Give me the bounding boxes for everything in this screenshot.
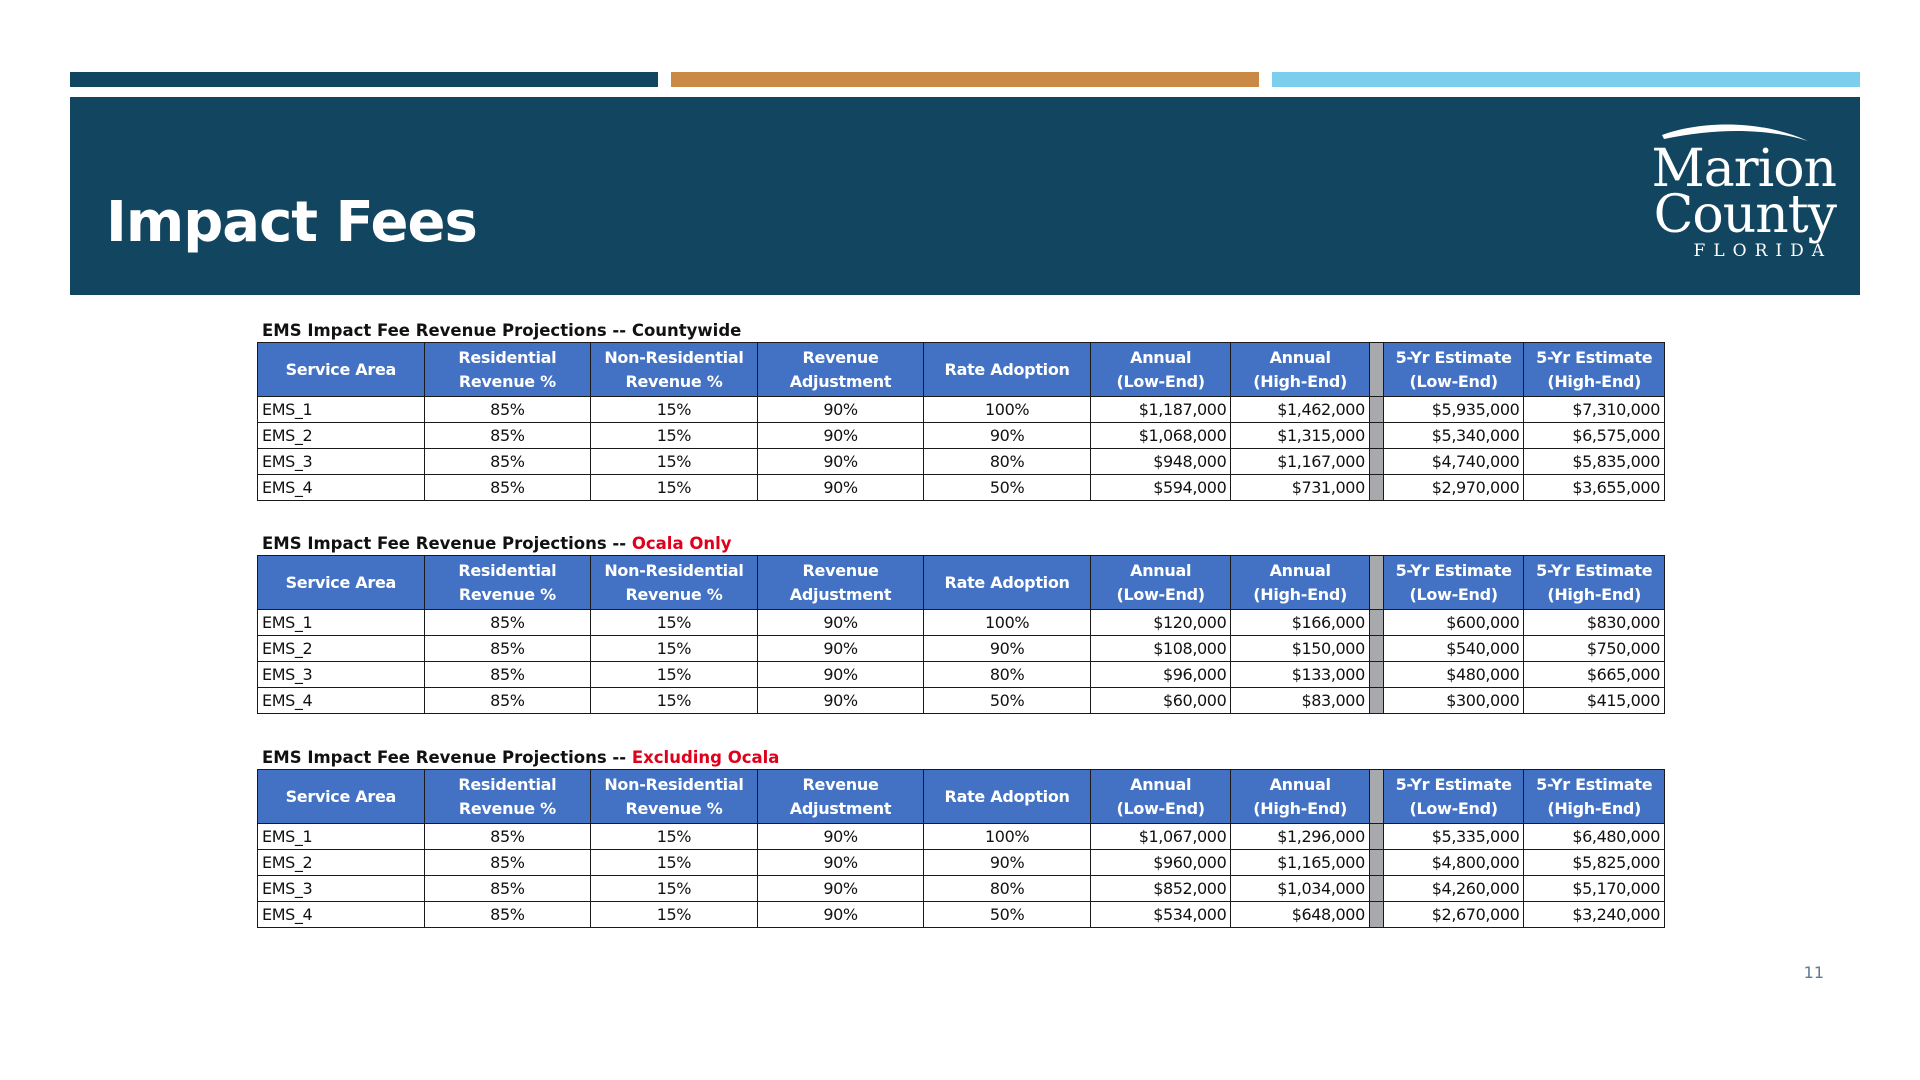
header-five-year-low-line-1: 5-Yr Estimate <box>1395 560 1512 580</box>
cell-annual-low: $1,067,000 <box>1090 824 1230 850</box>
column-divider <box>1369 824 1383 850</box>
cell-rate-adoption: 80% <box>924 662 1091 688</box>
header-nonresidential-revenue-line-1: Non-Residential <box>604 774 744 794</box>
header-service-area: Service Area <box>258 343 425 397</box>
cell-five-year-high: $750,000 <box>1524 636 1665 662</box>
marion-county-logo <box>1640 119 1840 269</box>
header-five-year-high-line-1: 5-Yr Estimate <box>1536 347 1653 367</box>
cell-revenue-adjustment: 90% <box>757 824 924 850</box>
header-five-year-low-line-2: (Low-End) <box>1409 584 1498 604</box>
cell-five-year-low: $480,000 <box>1383 662 1523 688</box>
cell-rate-adoption: 100% <box>924 397 1091 423</box>
title-banner <box>70 97 1860 295</box>
header-nonresidential-revenue-line-2: Revenue % <box>625 371 723 391</box>
page-number: 11 <box>1803 963 1824 982</box>
cell-rate-adoption: 80% <box>924 449 1091 475</box>
accent-stripe-sky <box>1272 72 1860 87</box>
cell-nonresidential-pct: 15% <box>591 397 758 423</box>
column-divider <box>1369 449 1383 475</box>
cell-residential-pct: 85% <box>424 902 591 928</box>
table-row <box>258 662 1665 688</box>
table-title <box>262 320 1665 342</box>
table-title-suffix: Ocala Only <box>631 534 732 553</box>
header-revenue-adjustment <box>757 556 924 610</box>
header-revenue-adjustment <box>757 343 924 397</box>
cell-residential-pct: 85% <box>424 397 591 423</box>
cell-annual-high: $133,000 <box>1231 662 1369 688</box>
cell-nonresidential-pct: 15% <box>591 662 758 688</box>
cell-service-area: EMS_1 <box>258 824 425 850</box>
header-revenue-adjustment-line-2: Adjustment <box>789 371 892 391</box>
cell-rate-adoption: 90% <box>924 636 1091 662</box>
header-annual-high-line-2: (High-End) <box>1253 584 1347 604</box>
cell-revenue-adjustment: 90% <box>757 902 924 928</box>
cell-five-year-low: $600,000 <box>1383 610 1523 636</box>
table-title-prefix: EMS Impact Fee Revenue Projections -- <box>262 321 632 340</box>
cell-residential-pct: 85% <box>424 423 591 449</box>
cell-residential-pct: 85% <box>424 636 591 662</box>
cell-revenue-adjustment: 90% <box>757 475 924 501</box>
header-rate-adoption: Rate Adoption <box>924 343 1091 397</box>
cell-five-year-low: $300,000 <box>1383 688 1523 714</box>
table-title <box>262 747 1665 769</box>
header-nonresidential-revenue <box>591 770 758 824</box>
logo-word-county: County <box>1653 185 1836 245</box>
cell-annual-low: $852,000 <box>1090 876 1230 902</box>
cell-revenue-adjustment: 90% <box>757 876 924 902</box>
cell-five-year-high: $3,240,000 <box>1524 902 1665 928</box>
projection-section <box>257 747 1665 928</box>
header-residential-revenue <box>424 770 591 824</box>
header-five-year-high <box>1524 770 1665 824</box>
header-annual-low-line-1: Annual <box>1130 347 1192 367</box>
header-nonresidential-revenue-line-1: Non-Residential <box>604 560 744 580</box>
cell-revenue-adjustment: 90% <box>757 636 924 662</box>
cell-annual-low: $1,187,000 <box>1090 397 1230 423</box>
header-residential-revenue <box>424 343 591 397</box>
cell-five-year-high: $830,000 <box>1524 610 1665 636</box>
projection-section <box>257 533 1665 714</box>
cell-annual-high: $1,165,000 <box>1231 850 1369 876</box>
cell-service-area: EMS_2 <box>258 423 425 449</box>
cell-rate-adoption: 50% <box>924 688 1091 714</box>
header-annual-low-line-1: Annual <box>1130 560 1192 580</box>
logo-word-florida: FLORIDA <box>1693 241 1832 261</box>
cell-five-year-high: $5,170,000 <box>1524 876 1665 902</box>
cell-annual-low: $120,000 <box>1090 610 1230 636</box>
cell-annual-high: $731,000 <box>1231 475 1369 501</box>
cell-annual-low: $594,000 <box>1090 475 1230 501</box>
table-row <box>258 423 1665 449</box>
cell-annual-low: $1,068,000 <box>1090 423 1230 449</box>
cell-annual-high: $166,000 <box>1231 610 1369 636</box>
table-title-prefix: EMS Impact Fee Revenue Projections -- <box>262 748 632 767</box>
cell-revenue-adjustment: 90% <box>757 397 924 423</box>
cell-five-year-high: $665,000 <box>1524 662 1665 688</box>
cell-five-year-low: $5,935,000 <box>1383 397 1523 423</box>
table-header-row <box>258 343 1665 397</box>
cell-rate-adoption: 100% <box>924 824 1091 850</box>
cell-five-year-low: $2,670,000 <box>1383 902 1523 928</box>
header-nonresidential-revenue-line-1: Non-Residential <box>604 347 744 367</box>
header-five-year-high-line-2: (High-End) <box>1547 371 1642 391</box>
cell-nonresidential-pct: 15% <box>591 902 758 928</box>
cell-rate-adoption: 100% <box>924 610 1091 636</box>
header-annual-high <box>1231 343 1369 397</box>
cell-five-year-low: $4,800,000 <box>1383 850 1523 876</box>
accent-stripe-navy <box>70 72 658 87</box>
cell-revenue-adjustment: 90% <box>757 423 924 449</box>
cell-five-year-high: $6,575,000 <box>1524 423 1665 449</box>
header-five-year-low <box>1383 770 1523 824</box>
header-annual-low-line-2: (Low-End) <box>1116 371 1205 391</box>
header-five-year-low <box>1383 556 1523 610</box>
table-row <box>258 902 1665 928</box>
header-residential-revenue-line-1: Residential <box>458 774 557 794</box>
header-five-year-high <box>1524 556 1665 610</box>
cell-residential-pct: 85% <box>424 475 591 501</box>
cell-nonresidential-pct: 15% <box>591 423 758 449</box>
header-five-year-high-line-2: (High-End) <box>1547 584 1642 604</box>
cell-residential-pct: 85% <box>424 824 591 850</box>
header-five-year-low <box>1383 343 1523 397</box>
header-five-year-low-line-1: 5-Yr Estimate <box>1395 774 1512 794</box>
table-header-row <box>258 556 1665 610</box>
revenue-projection-table <box>257 342 1665 501</box>
cell-revenue-adjustment: 90% <box>757 610 924 636</box>
header-five-year-high-line-2: (High-End) <box>1547 798 1642 818</box>
cell-service-area: EMS_3 <box>258 449 425 475</box>
header-annual-high-line-2: (High-End) <box>1253 798 1347 818</box>
table-row <box>258 475 1665 501</box>
cell-annual-high: $1,034,000 <box>1231 876 1369 902</box>
header-revenue-adjustment-line-2: Adjustment <box>789 584 892 604</box>
header-service-area: Service Area <box>258 770 425 824</box>
cell-annual-low: $960,000 <box>1090 850 1230 876</box>
cell-service-area: EMS_4 <box>258 475 425 501</box>
header-rate-adoption: Rate Adoption <box>924 556 1091 610</box>
header-annual-low-line-1: Annual <box>1130 774 1192 794</box>
column-divider <box>1369 770 1383 824</box>
column-divider <box>1369 610 1383 636</box>
header-annual-low-line-2: (Low-End) <box>1116 584 1205 604</box>
header-revenue-adjustment-line-1: Revenue <box>802 347 879 367</box>
table-row <box>258 636 1665 662</box>
projection-section <box>257 320 1665 501</box>
table-title-suffix: Excluding Ocala <box>631 748 780 767</box>
header-residential-revenue-line-2: Revenue % <box>458 584 556 604</box>
cell-residential-pct: 85% <box>424 610 591 636</box>
cell-annual-low: $534,000 <box>1090 902 1230 928</box>
revenue-projection-table <box>257 769 1665 928</box>
cell-service-area: EMS_3 <box>258 662 425 688</box>
cell-rate-adoption: 90% <box>924 423 1091 449</box>
cell-rate-adoption: 50% <box>924 902 1091 928</box>
table-title <box>262 533 1665 555</box>
cell-annual-low: $108,000 <box>1090 636 1230 662</box>
column-divider <box>1369 850 1383 876</box>
column-divider <box>1369 423 1383 449</box>
table-title-suffix: Countywide <box>631 321 742 340</box>
cell-revenue-adjustment: 90% <box>757 850 924 876</box>
cell-service-area: EMS_3 <box>258 876 425 902</box>
cell-five-year-high: $5,825,000 <box>1524 850 1665 876</box>
header-annual-low-line-2: (Low-End) <box>1116 798 1205 818</box>
cell-annual-high: $1,296,000 <box>1231 824 1369 850</box>
table-row <box>258 397 1665 423</box>
cell-five-year-low: $4,260,000 <box>1383 876 1523 902</box>
header-residential-revenue-line-1: Residential <box>458 347 557 367</box>
cell-nonresidential-pct: 15% <box>591 449 758 475</box>
table-row <box>258 876 1665 902</box>
table-row <box>258 850 1665 876</box>
header-annual-low <box>1090 343 1230 397</box>
cell-service-area: EMS_1 <box>258 397 425 423</box>
column-divider <box>1369 688 1383 714</box>
header-nonresidential-revenue-line-2: Revenue % <box>625 584 723 604</box>
cell-residential-pct: 85% <box>424 876 591 902</box>
cell-revenue-adjustment: 90% <box>757 449 924 475</box>
cell-residential-pct: 85% <box>424 662 591 688</box>
cell-annual-low: $96,000 <box>1090 662 1230 688</box>
header-nonresidential-revenue <box>591 343 758 397</box>
cell-rate-adoption: 90% <box>924 850 1091 876</box>
column-divider <box>1369 556 1383 610</box>
column-divider <box>1369 636 1383 662</box>
cell-five-year-low: $2,970,000 <box>1383 475 1523 501</box>
cell-service-area: EMS_1 <box>258 610 425 636</box>
cell-five-year-high: $415,000 <box>1524 688 1665 714</box>
cell-service-area: EMS_2 <box>258 636 425 662</box>
header-rate-adoption: Rate Adoption <box>924 770 1091 824</box>
header-five-year-low-line-1: 5-Yr Estimate <box>1395 347 1512 367</box>
header-residential-revenue-line-2: Revenue % <box>458 371 556 391</box>
cell-service-area: EMS_2 <box>258 850 425 876</box>
header-annual-high-line-1: Annual <box>1269 560 1331 580</box>
column-divider <box>1369 343 1383 397</box>
cell-five-year-low: $4,740,000 <box>1383 449 1523 475</box>
header-annual-high <box>1231 556 1369 610</box>
cell-annual-low: $948,000 <box>1090 449 1230 475</box>
table-title-prefix: EMS Impact Fee Revenue Projections -- <box>262 534 632 553</box>
header-revenue-adjustment <box>757 770 924 824</box>
cell-rate-adoption: 50% <box>924 475 1091 501</box>
header-revenue-adjustment-line-1: Revenue <box>802 560 879 580</box>
cell-nonresidential-pct: 15% <box>591 876 758 902</box>
table-row <box>258 824 1665 850</box>
cell-annual-low: $60,000 <box>1090 688 1230 714</box>
slide-title: Impact Fees <box>106 190 477 255</box>
cell-nonresidential-pct: 15% <box>591 610 758 636</box>
cell-five-year-low: $5,335,000 <box>1383 824 1523 850</box>
cell-five-year-high: $7,310,000 <box>1524 397 1665 423</box>
cell-annual-high: $1,167,000 <box>1231 449 1369 475</box>
header-five-year-low-line-2: (Low-End) <box>1409 371 1498 391</box>
cell-annual-high: $1,315,000 <box>1231 423 1369 449</box>
column-divider <box>1369 475 1383 501</box>
column-divider <box>1369 397 1383 423</box>
accent-stripe-gold <box>671 72 1259 87</box>
cell-service-area: EMS_4 <box>258 902 425 928</box>
header-annual-high-line-1: Annual <box>1269 347 1331 367</box>
cell-revenue-adjustment: 90% <box>757 688 924 714</box>
cell-five-year-high: $3,655,000 <box>1524 475 1665 501</box>
logo-word-marion: Marion <box>1651 139 1836 199</box>
cell-service-area: EMS_4 <box>258 688 425 714</box>
cell-five-year-high: $5,835,000 <box>1524 449 1665 475</box>
cell-revenue-adjustment: 90% <box>757 662 924 688</box>
cell-nonresidential-pct: 15% <box>591 824 758 850</box>
column-divider <box>1369 876 1383 902</box>
cell-annual-high: $83,000 <box>1231 688 1369 714</box>
cell-nonresidential-pct: 15% <box>591 688 758 714</box>
header-nonresidential-revenue-line-2: Revenue % <box>625 798 723 818</box>
table-row <box>258 449 1665 475</box>
header-residential-revenue-line-1: Residential <box>458 560 557 580</box>
header-annual-high <box>1231 770 1369 824</box>
cell-five-year-high: $6,480,000 <box>1524 824 1665 850</box>
cell-annual-high: $1,462,000 <box>1231 397 1369 423</box>
cell-five-year-low: $540,000 <box>1383 636 1523 662</box>
header-five-year-high <box>1524 343 1665 397</box>
cell-nonresidential-pct: 15% <box>591 475 758 501</box>
header-nonresidential-revenue <box>591 556 758 610</box>
column-divider <box>1369 902 1383 928</box>
table-row <box>258 688 1665 714</box>
header-five-year-high-line-1: 5-Yr Estimate <box>1536 560 1653 580</box>
header-revenue-adjustment-line-1: Revenue <box>802 774 879 794</box>
header-annual-high-line-1: Annual <box>1269 774 1331 794</box>
header-residential-revenue <box>424 556 591 610</box>
header-five-year-high-line-1: 5-Yr Estimate <box>1536 774 1653 794</box>
header-revenue-adjustment-line-2: Adjustment <box>789 798 892 818</box>
cell-annual-high: $648,000 <box>1231 902 1369 928</box>
table-header-row <box>258 770 1665 824</box>
header-annual-low <box>1090 556 1230 610</box>
header-five-year-low-line-2: (Low-End) <box>1409 798 1498 818</box>
cell-annual-high: $150,000 <box>1231 636 1369 662</box>
cell-rate-adoption: 80% <box>924 876 1091 902</box>
header-residential-revenue-line-2: Revenue % <box>458 798 556 818</box>
cell-nonresidential-pct: 15% <box>591 636 758 662</box>
header-service-area: Service Area <box>258 556 425 610</box>
column-divider <box>1369 662 1383 688</box>
revenue-projection-table <box>257 555 1665 714</box>
header-annual-high-line-2: (High-End) <box>1253 371 1347 391</box>
cell-five-year-low: $5,340,000 <box>1383 423 1523 449</box>
table-row <box>258 610 1665 636</box>
cell-residential-pct: 85% <box>424 449 591 475</box>
cell-nonresidential-pct: 15% <box>591 850 758 876</box>
cell-residential-pct: 85% <box>424 688 591 714</box>
header-annual-low <box>1090 770 1230 824</box>
cell-residential-pct: 85% <box>424 850 591 876</box>
